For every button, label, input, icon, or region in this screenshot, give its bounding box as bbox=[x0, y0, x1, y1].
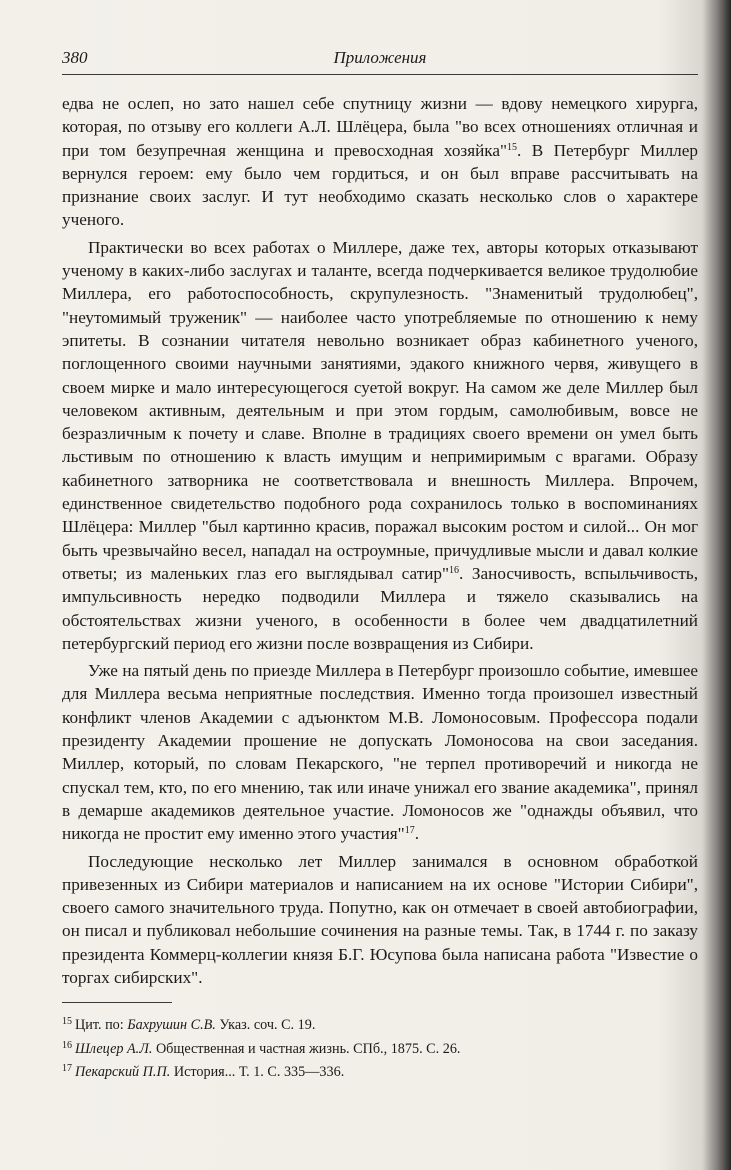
footnote-reference[interactable]: 17 bbox=[404, 825, 415, 837]
running-title: Приложения bbox=[333, 48, 427, 67]
paragraph bbox=[62, 850, 698, 990]
footnote bbox=[62, 1059, 682, 1083]
footnote-source: История... Т. 1. С. 335—336. bbox=[170, 1064, 345, 1080]
footnote-number: 17 bbox=[62, 1063, 72, 1074]
footnote-reference[interactable]: 15 bbox=[507, 141, 518, 153]
footnote-number: 15 bbox=[62, 1016, 72, 1027]
running-header bbox=[62, 46, 698, 72]
footnote-author: Пекарский П.П. bbox=[75, 1064, 171, 1080]
footnote-prefix: Цит. по: bbox=[75, 1017, 128, 1033]
paragraph-text: . В Петербург Миллер вернулся героем: ему было чем гордиться, и он был вправе рассчитывать на признание своих заслуг. И тут необходимо сказать несколько слов о характере ученого. bbox=[62, 140, 698, 230]
main-text bbox=[62, 92, 698, 993]
paragraph bbox=[62, 659, 698, 845]
header-rule bbox=[62, 74, 698, 75]
footnote-author: Бахрушин С.В. bbox=[127, 1017, 216, 1033]
footnote bbox=[62, 1036, 682, 1060]
binding-shadow bbox=[703, 0, 731, 1170]
footnote-number: 16 bbox=[62, 1039, 72, 1051]
paragraph-text: едва не ослеп, но зато нашел себе спутницу жизни — вдову немецкого хирурга, которая, по отзыву его коллеги А.Л. Шлёцера, была "во всех отношениях отличная и при том безупречная женщина и превосходная хозяйка" bbox=[62, 94, 698, 160]
paragraph-text: Практически во всех работах о Миллере, даже тех, авторы которых отказывают ученому в каких-либо заслугах и таланте, всегда подчеркивается великое трудолюбие Миллера, его работоспособность, скрупулезность. "Знаменитый трудолюбец", "неутомимый труженик" — наиболее часто употребляемые по отношению к нему эпитеты. В сознании читателя невольно возникает образ кабинетного ученого, поглощенного своими научными занятиями, эдакого книжного червя, живущего в своем мирке и мало интересующегося суетой вокруг. На самом же деле Миллер был человеком активным, деятельным и при этом гордым, самолюбивым, вовсе не безразличным к почету и славе. Вполне в традициях своего времени он умел быть льстивым по отношению к власть имущим и непримиримым с врагами. Образу кабинетного затворника не соответствовала и внешность Миллера. Впрочем, единственное свидетельство подобного рода сохранилось только в воспоминаниях Шлёцера: Миллер "был картинно красив, поражал высоким ростом и силой... Он мог быть чрезвычайно весел, нападал на остроумные, причудливые мысли и давал колкие ответы; из маленьких глаз его выглядывал сатир" bbox=[62, 237, 698, 583]
paragraph-text: Уже на пятый день по приезде Миллера в Петербург произошло событие, имевшее для Миллера весьма неприятные последствия. Именно тогда произошел известный конфликт членов Академии с адъюнктом М.В. Ломоносовым. Профессора подали президенту Академии прошение не допускать Ломоносова на свои заседания. Миллер, который, по словам Пекарского, "не терпел противоречий и никогда не спускал тем, кто, по его мнению, так или иначе унижал его звание академика", принял в демарше академиков деятельное участие. Ломоносов же "однажды объявил, что никогда не простит ему именно этого участия" bbox=[62, 661, 698, 844]
footnote-author: Шлецер А.Л. bbox=[75, 1040, 153, 1057]
footnotes bbox=[62, 1012, 682, 1083]
paragraph bbox=[62, 236, 698, 655]
footnote-source: Общественная и частная жизнь. СПб., 1875. С. 26. bbox=[152, 1040, 461, 1057]
footnote-rule bbox=[62, 1002, 172, 1003]
paragraph-text: . bbox=[414, 824, 419, 844]
footnote bbox=[62, 1012, 682, 1036]
paragraph bbox=[62, 92, 698, 232]
paragraph-text: Последующие несколько лет Миллер занимался в основном обработкой привезенных из Сибири материалов и написанием на их основе "Истории Сибири", своего самого значительного труда. Попутно, как он отмечает в своей автобиографии, он писал и публиковал небольшие сочинения на разные темы. Так, в 1744 г. по заказу президента Коммерц-коллегии князя Б.Г. Юсупова была написана работа "Известие о торгах сибирских". bbox=[62, 851, 698, 987]
page-number: 380 bbox=[62, 48, 88, 67]
footnote-reference[interactable]: 16 bbox=[449, 564, 460, 576]
paragraph-text: . Заносчивость, вспыльчивость, импульсивность нередко подводили Миллера и тяжело сказывались на обстоятельствах жизни ученого, в особенности в более чем двадцатилетний петербургский период его жизни после возвращения из Сибири. bbox=[62, 563, 699, 653]
footnote-source: Указ. соч. С. 19. bbox=[215, 1017, 316, 1033]
